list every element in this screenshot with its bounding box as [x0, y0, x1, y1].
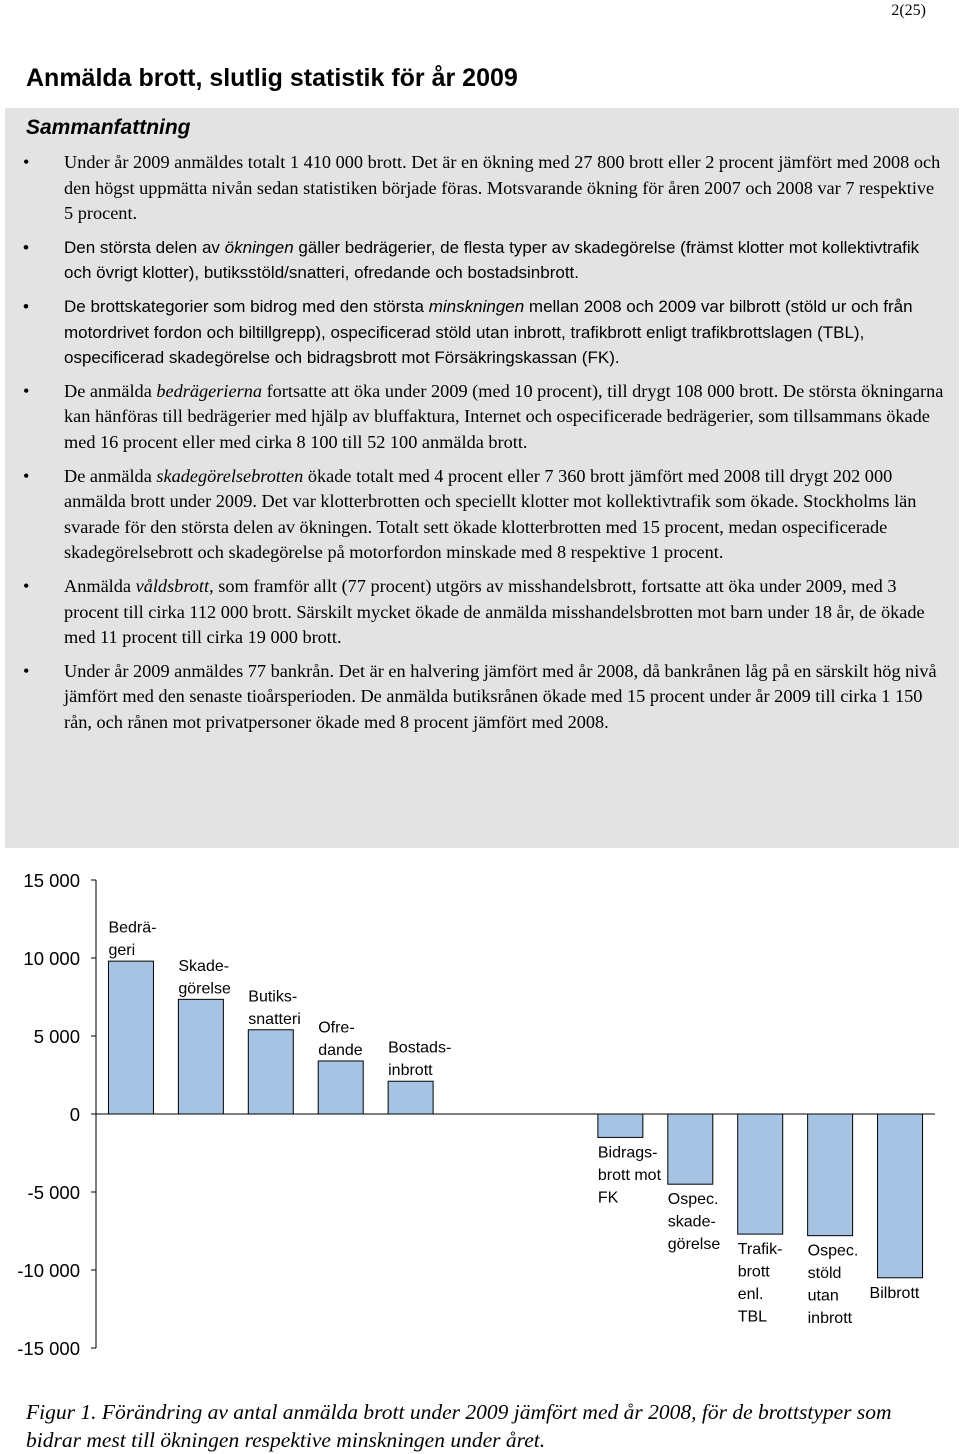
bullet-dot: • [23, 575, 30, 596]
bar-label-line: Trafik- [737, 1241, 783, 1259]
bar-label [808, 1243, 859, 1328]
summary-bullet [0, 574, 960, 651]
bar [598, 1114, 643, 1137]
bar-label-line: inbrott [807, 1310, 853, 1328]
bar-label [178, 958, 231, 998]
page-title: Anmälda brott, slutlig statistik för år 2009 [26, 64, 518, 92]
bullet-text: gäller bedrägerier, de flesta typer av skadegörelse (främst klotter mot kollektivtrafik och övrigt klotter), butiksstöld/snatteri, ofredande och bostadsinbrott. [64, 237, 920, 283]
summary-bullet [0, 150, 960, 227]
bullet-text: De anmälda [64, 465, 157, 486]
bar-label-line: Bilbrott [869, 1284, 920, 1302]
bar-label-line: FK [597, 1189, 619, 1207]
summary-bullet [0, 294, 960, 371]
bar-label-line: skade- [667, 1213, 716, 1231]
bar-label [388, 1040, 451, 1080]
bar-label-line: Bostads- [388, 1039, 452, 1057]
bullet-text: Under år 2009 anmäldes 77 bankrån. Det är en halvering jämfört med år 2008, då bankrånen låg på en särskilt hög nivå jämfört med den senaste tioårsperioden. De anmälda butiksrånen ökade med 15 procent under år 2009 till cirka 1 150 rån, och rånen mot privatpersoner ökade med 8 procent jämfört med 2008. [64, 660, 937, 732]
bar [318, 1061, 363, 1114]
bar-label [318, 1019, 363, 1058]
bar-label-line: görelse [178, 980, 231, 998]
bullet-text: Den största delen av [64, 237, 225, 257]
figure-caption: Figur 1. Förändring av antal anmälda brott under 2009 jämfört med år 2008, för de brottstyper som bidrar mest till ökningen respektive minskningen under året. [26, 1400, 892, 1452]
summary-bullet [0, 235, 960, 286]
bullet-dot: • [23, 152, 30, 172]
bar-label [870, 1285, 920, 1302]
bullet-emphasis: bedrägerierna [156, 380, 262, 401]
bullet-text: , som framför allt (77 procent) utgörs av misshandelsbrott, fortsatte att öka under 2009, med 3 procent till cirka 112 000 brott. Särskilt mycket ökade de anmälda misshandelsbrotten mot barn under 18 år, de ökade med 11 procent till cirka 19 000 brott. [64, 575, 925, 648]
bar-label-line: stöld [807, 1265, 842, 1283]
bar-label [668, 1191, 721, 1253]
bullet-dot: • [23, 660, 30, 681]
y-tick-label: 5 000 [33, 1026, 80, 1047]
bar [108, 961, 153, 1114]
bar-label-line: görelse [667, 1236, 721, 1254]
bullet-dot: • [23, 380, 30, 401]
bullet-emphasis: ökningen [224, 237, 294, 257]
bullet-text: fortsatte att öka under 2009 (med 10 procent), till drygt 108 000 brott. De största ökningarna kan hänföras till bedrägerier med hjälp av bluffaktura, Internet och ospecificerade bedrägerier, som tillsammans ökade med 16 procent eller med cirka 8 100 till 52 100 anmälda brott. [64, 380, 944, 452]
bar-label-line: enl. [737, 1286, 764, 1304]
bar-label-line: inbrott [388, 1062, 433, 1080]
y-tick-label: 0 [69, 1104, 80, 1125]
bullet-text: mellan 2008 och 2009 var bilbrott (stöld ur och från motordrivet fordon och biltillgrepp), ospecificerad stöld utan inbrott, trafikbrott enligt trafikbrottslagen (TBL), ospecificerad skadegörelse och bidragsbrott mot Försäkringskassan (FK). [64, 296, 913, 368]
bar-label-line: TBL [737, 1308, 768, 1326]
bar [808, 1114, 853, 1236]
bullet-text: Anmälda [64, 575, 136, 596]
bullet-emphasis: skadegörelsebrotten [156, 465, 304, 486]
bar [248, 1030, 293, 1114]
bar-label-line: brott mot [597, 1166, 662, 1184]
bar-label-line: brott [737, 1263, 770, 1281]
summary-bullet-list [0, 150, 960, 743]
summary-bullet [0, 464, 960, 566]
bar-label-line: geri [108, 942, 136, 960]
bullet-text: De brottskategorier som bidrog med den största [64, 296, 429, 316]
summary-heading: Sammanfattning [26, 116, 191, 139]
bullet-emphasis: minskningen [428, 296, 525, 316]
page-number: 2(25) [891, 2, 926, 19]
bar-label [598, 1144, 662, 1206]
bar-label-line: Bidrags- [597, 1144, 658, 1162]
y-tick-label: 15 000 [23, 870, 80, 891]
bar-label-line: Ofre- [318, 1019, 355, 1037]
bar [178, 999, 223, 1114]
bullet-text: De anmälda [64, 380, 157, 401]
bar-label-line: Skade- [178, 957, 230, 975]
summary-bullet [0, 659, 960, 736]
y-tick-label: -5 000 [27, 1182, 80, 1203]
summary-bullet [0, 379, 960, 456]
bar [878, 1114, 923, 1278]
bar-label-line: dande [318, 1041, 363, 1059]
bar-chart [0, 858, 960, 1388]
bullet-dot: • [23, 296, 29, 316]
y-tick-label: 10 000 [23, 948, 80, 969]
bullet-emphasis: våldsbrott [135, 575, 210, 596]
bar [388, 1081, 433, 1114]
bar-label-line: Ospec. [667, 1191, 719, 1209]
bar-label-line: Ospec. [807, 1242, 859, 1260]
bar-label-line: Butiks- [248, 988, 298, 1006]
bullet-dot: • [23, 237, 29, 257]
bar-label [108, 920, 156, 960]
bar-label-line: Bedrä- [108, 919, 157, 937]
bullet-text: Under år 2009 anmäldes totalt 1 410 000 brott. Det är en ökning med 27 800 brott eller 2 procent jämfört med 2008 och den högst uppmätta nivån sedan statistiken började föras. Motsvarande ökning för åren 2007 och 2008 var 7 respektive 5 procent. [64, 152, 941, 224]
bullet-dot: • [23, 465, 30, 486]
bar-label [738, 1241, 783, 1326]
y-tick-label: -10 000 [17, 1260, 80, 1281]
bar [668, 1114, 713, 1184]
bullet-text: ökade totalt med 4 procent eller 7 360 brott jämfört med 2008 till drygt 202 000 anmälda brott under 2009. Det var klotterbrotten och speciellt klotter mot kollektivtrafik som ökade. Stockholms län svarade för den största delen av ökningen. Totalt sett ökade klotterbrotten med 15 procent, medan ospecificerade skadegörelsebrott och skadegörelse på motorfordon minskade med 8 respektive 1 procent. [64, 465, 917, 563]
bar-label-line: snatteri [248, 1010, 301, 1028]
bar-label [248, 988, 300, 1028]
y-tick-label: -15 000 [17, 1338, 80, 1359]
bar [738, 1114, 783, 1234]
bar-label-line: utan [807, 1287, 839, 1305]
